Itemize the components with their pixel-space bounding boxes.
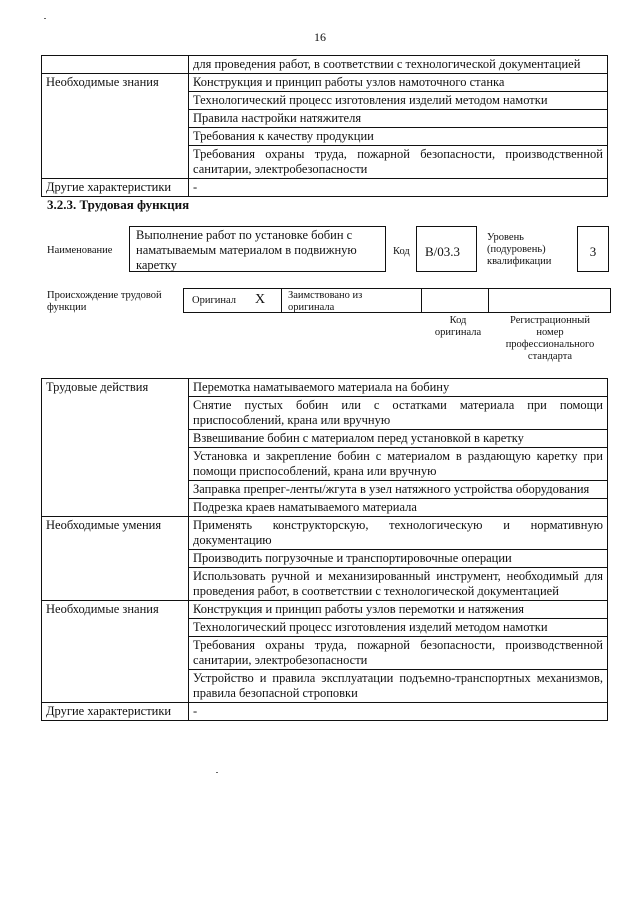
function-name-box — [129, 226, 386, 272]
code-original-caption: Код оригинала — [434, 315, 482, 338]
knowledge-item: Правила настройки натяжителя — [189, 110, 608, 128]
action-item: Заправка препрег-ленты/жгута в узел натяжного устройства оборудования — [189, 481, 608, 499]
other-characteristics-value: - — [189, 703, 608, 721]
knowledge-item: Технологический процесс изготовления изделий методом намотки — [189, 619, 608, 637]
code-label: Код — [393, 246, 410, 257]
action-item: Установка и закрепление бобин с материалом в раздающую каретку при помощи приспособлений, крана или вручную — [189, 448, 608, 481]
function-details-table — [41, 378, 608, 721]
knowledge-item: Конструкция и принцип работы узлов намоточного станка — [189, 74, 608, 92]
scan-speck — [44, 18, 46, 19]
knowledge-label: Необходимые знания — [42, 601, 189, 703]
knowledge-item: Устройство и правила эксплуатации подъемно-транспортных механизмов, правила безопасной строповки — [189, 670, 608, 703]
registration-number-caption: Регистрационный номер профессионального стандарта — [505, 315, 595, 362]
qualification-level: 3 — [589, 244, 597, 259]
knowledge-item: Конструкция и принцип работы узлов перемотки и натяжения — [189, 601, 608, 619]
knowledge-item: Требования охраны труда, пожарной безопасности, производственной санитарии, электробезопасности — [189, 146, 608, 179]
table-row — [42, 179, 608, 197]
action-item: Снятие пустых бобин или с остатками материала при помощи приспособлений, крана или вручную — [189, 397, 608, 430]
original-label: Оригинал — [192, 295, 236, 306]
qualification-level-label: Уровень (подуровень) квалификации — [487, 232, 552, 267]
table-row — [42, 379, 608, 397]
skill-item: Использовать ручной и механизированный инструмент, необходимый для проведения работ, в соответствии с технологической документацией — [189, 568, 608, 601]
table-row — [42, 56, 608, 74]
knowledge-item: Технологический процесс изготовления изделий методом намотки — [189, 92, 608, 110]
top-requirements-table — [41, 55, 608, 197]
knowledge-label: Необходимые знания — [42, 74, 189, 179]
action-item: Перемотка наматываемого материала на бобину — [189, 379, 608, 397]
skill-item: Производить погрузочные и транспортировочные операции — [189, 550, 608, 568]
section-title: 3.2.3. Трудовая функция — [47, 197, 190, 212]
other-characteristics-value: - — [189, 179, 608, 197]
table-row — [42, 601, 608, 619]
qualification-level-box — [577, 226, 609, 272]
knowledge-item: Требования охраны труда, пожарной безопасности, производственной санитарии, электробезопасности — [189, 637, 608, 670]
empty-label-cell — [42, 56, 189, 74]
origin-box — [183, 288, 611, 313]
skill-item: Применять конструкторскую, технологическую и нормативную документацию — [189, 517, 608, 550]
page-number: 16 — [314, 30, 326, 44]
scan-speck — [216, 772, 218, 773]
name-label: Наименование — [47, 245, 113, 256]
table-row — [42, 703, 608, 721]
borrowed-label: Заимствовано из оригинала — [288, 290, 363, 313]
table-row — [42, 74, 608, 92]
actions-label: Трудовые действия — [42, 379, 189, 517]
continuation-text: для проведения работ, в соответствии с технологической документацией — [189, 56, 608, 74]
table-row — [42, 517, 608, 550]
function-name: Выполнение работ по установке бобин с наматываемым материалом в подвижную каретку — [136, 228, 357, 272]
skills-label: Необходимые умения — [42, 517, 189, 601]
other-characteristics-label: Другие характеристики — [42, 179, 189, 197]
other-characteristics-label: Другие характеристики — [42, 703, 189, 721]
function-code: В/03.3 — [425, 244, 461, 259]
knowledge-item: Требования к качеству продукции — [189, 128, 608, 146]
original-mark: X — [255, 292, 266, 307]
function-code-box — [416, 226, 477, 272]
action-item: Взвешивание бобин с материалом перед установкой в каретку — [189, 430, 608, 448]
origin-label: Происхождение трудовой функции — [47, 290, 162, 313]
action-item: Подрезка краев наматываемого материала — [189, 499, 608, 517]
